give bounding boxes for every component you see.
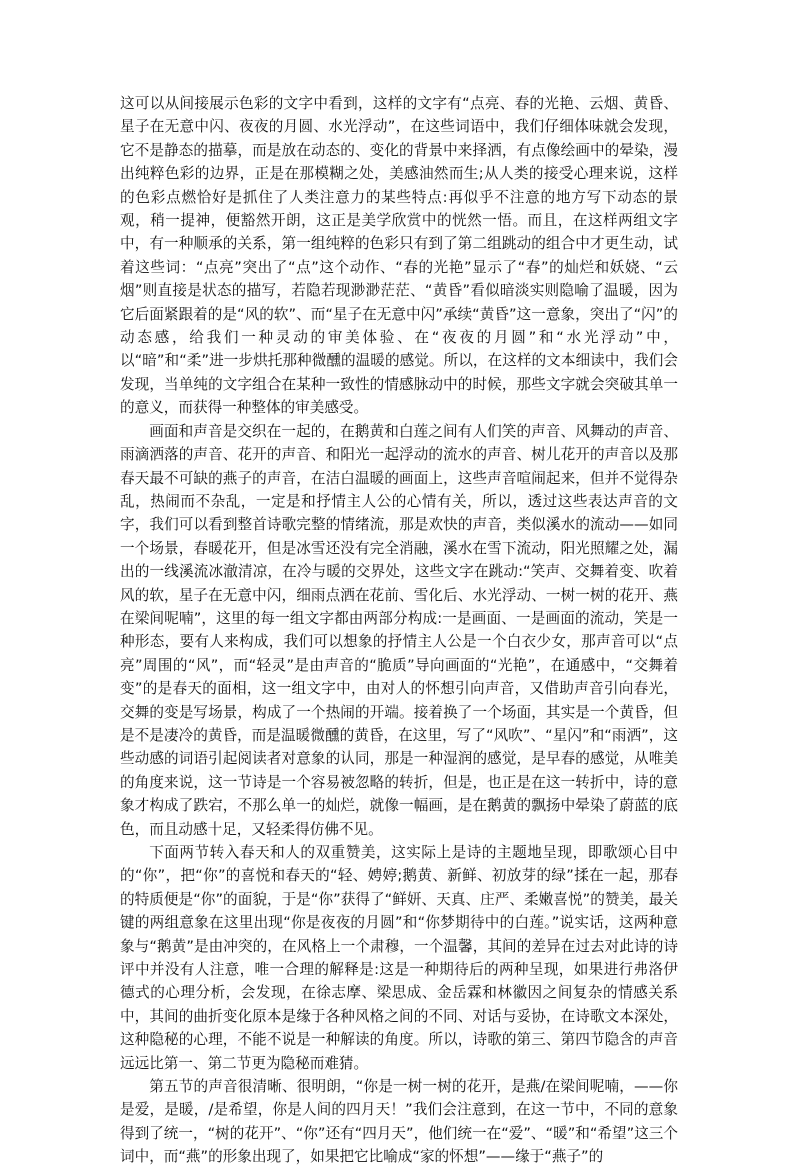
paragraph-2: 画面和声音是交织在一起的，在鹅黄和白莲之间有人们笑的声音、风舞动的声音、雨滴洒落的声音、花开的声音、和阳光一起浮动的流水的声音、树儿花开的声音以及那春天最不可缺的燕子的声音，在洁白温暖的画面上，这些声音喧闹起来，但并不觉得杂乱，热闹而不杂乱，一定是和抒情主人公的心情有关，所以，透过这些表达声音的文字，我们可以看到整首诗歌完整的情绪流，那是欢快的声音，类似溪水的流动——如同一个场景，春暖花开，但是冰雪还没有完全消融，溪水在雪下流动，阳光照耀之处，漏出的一线溪流冰澈清凉，在冷与暖的交界处，这些文字在跳动:“笑声、交舞着变、吹着风的软，星子在无意中闪，细雨点洒在花前、雪化后、水光浮动、一树一树的花开、燕在梁间呢喃”，这里的每一组文字都由两部分构成:一是画面、一是画面的流动，笑是一种形态，要有人来构成，我们可以想象的抒情主人公是一个白衣少女，那声音可以“点亮”周围的“风”，而“轻灵”是由声音的“脆质”导向画面的“光艳”，在通感中，“交舞着变”的是春天的面相，这一组文字中，由对人的怀想引向声音，又借助声音引向春光，交舞的变是写场景，构成了一个热闹的开端。接着换了一个场面，其实是一个黄昏，但是不是凄冷的黄昏，而是温暖微醺的黄昏，在这里，写了“风吹”、“星闪”和“雨洒”，这些动感的词语引起阅读者对意象的认同，那是一种湿润的感觉，是早春的感觉，从唯美的角度来说，这一节诗是一个容易被忽略的转折，但是，也正是在这一转折中，诗的意象才构成了跌宕，不那么单一的灿烂，就像一幅画，是在鹅黄的飘扬中晕染了蔚蓝的底色，而且动感十足，又轻柔得仿佛不见。 xyxy=(120,422,678,838)
document-body xyxy=(120,92,678,1169)
paragraph-3: 下面两节转入春天和人的双重赞美，这实际上是诗的主题地呈现，即歌颂心目中的“你”，把“你”的喜悦和春天的“轻、娉婷;鹅黄、新鲜、初放芽的绿”揉在一起，那春的特质便是“你”的面貌，于是“你”获得了“鲜妍、天真、庄严、柔嫩喜悦”的赞美，最关键的两组意象在这里出现“你是夜夜的月圆”和“你梦期待中的白莲。”说实话，这两种意象与“鹅黄”是由冲突的，在风格上一个肃穆，一个温馨，其间的差异在过去对此诗的诗评中并没有人注意，唯一合理的解释是:这是一种期待后的两种呈现，如果进行弗洛伊德式的心理分析，会发现，在徐志摩、梁思成、金岳霖和林徽因之间复杂的情感关系中，其间的曲折变化原本是缘于各种风格之间的不同、对话与妥协，在诗歌文本深处，这种隐秘的心理，不能不说是一种解读的角度。所以，诗歌的第三、第四节隐含的声音远远比第一、第二节更为隐秘而难猜。 xyxy=(120,844,678,1072)
paragraph-4: 第五节的声音很清晰、很明朗，“你是一树一树的花开，是燕/在梁间呢喃，——你是爱，是暖，/是希望，你是人间的四月天！”我们会注意到，在这一节中，不同的意象得到了统一，“树的花开”、“你”还有“四月天”，他们统一在“爱”、“暖”和“希望”这三个词中，而“燕”的形象出现了，如果把它比喻成“家的怀想”——缘于“燕子”的 xyxy=(120,1078,678,1166)
paragraph-1: 这可以从间接展示色彩的文字中看到，这样的文字有“点亮、春的光艳、云烟、黄昏、星子在无意中闪、夜夜的月圆、水光浮动”，在这些词语中，我们仔细体味就会发现，它不是静态的描摹，而是放在动态的、变化的背景中来择洒，有点像绘画中的晕染，漫出纯粹色彩的边界，正是在那模糊之处，美感油然而生;从人类的接受心理来说，这样的色彩点燃恰好是抓住了人类注意力的某些特点:再似乎不注意的地方写下动态的景观，稍一提神，便豁然开朗，这正是美学欣赏中的恍然一悟。而且，在这样两组文字中，有一种顺承的关系，第一组纯粹的色彩只有到了第二组跳动的组合中才更生动，试着这些词：“点亮”突出了“点”这个动作、“春的光艳”显示了“春”的灿烂和妖娆、“云烟”则直接是状态的描写，若隐若现渺渺茫茫、“黄昏”看似暗淡实则隐喻了温暖，因为它后面紧跟着的是“风的软”、而“星子在无意中闪”承续“黄昏”这一意象，突出了“闪”的动态感，给我们一种灵动的审美体验、在“夜夜的月圆”和“水光浮动”中，以“暗”和“柔”进一步烘托那种微醺的温暖的感觉。所以，在这样的文本细读中，我们会发现，当单纯的文字组合在某种一致性的情感脉动中的时候，那些文字就会突破其单一的意义，而获得一种整体的审美感受。 xyxy=(120,95,678,417)
